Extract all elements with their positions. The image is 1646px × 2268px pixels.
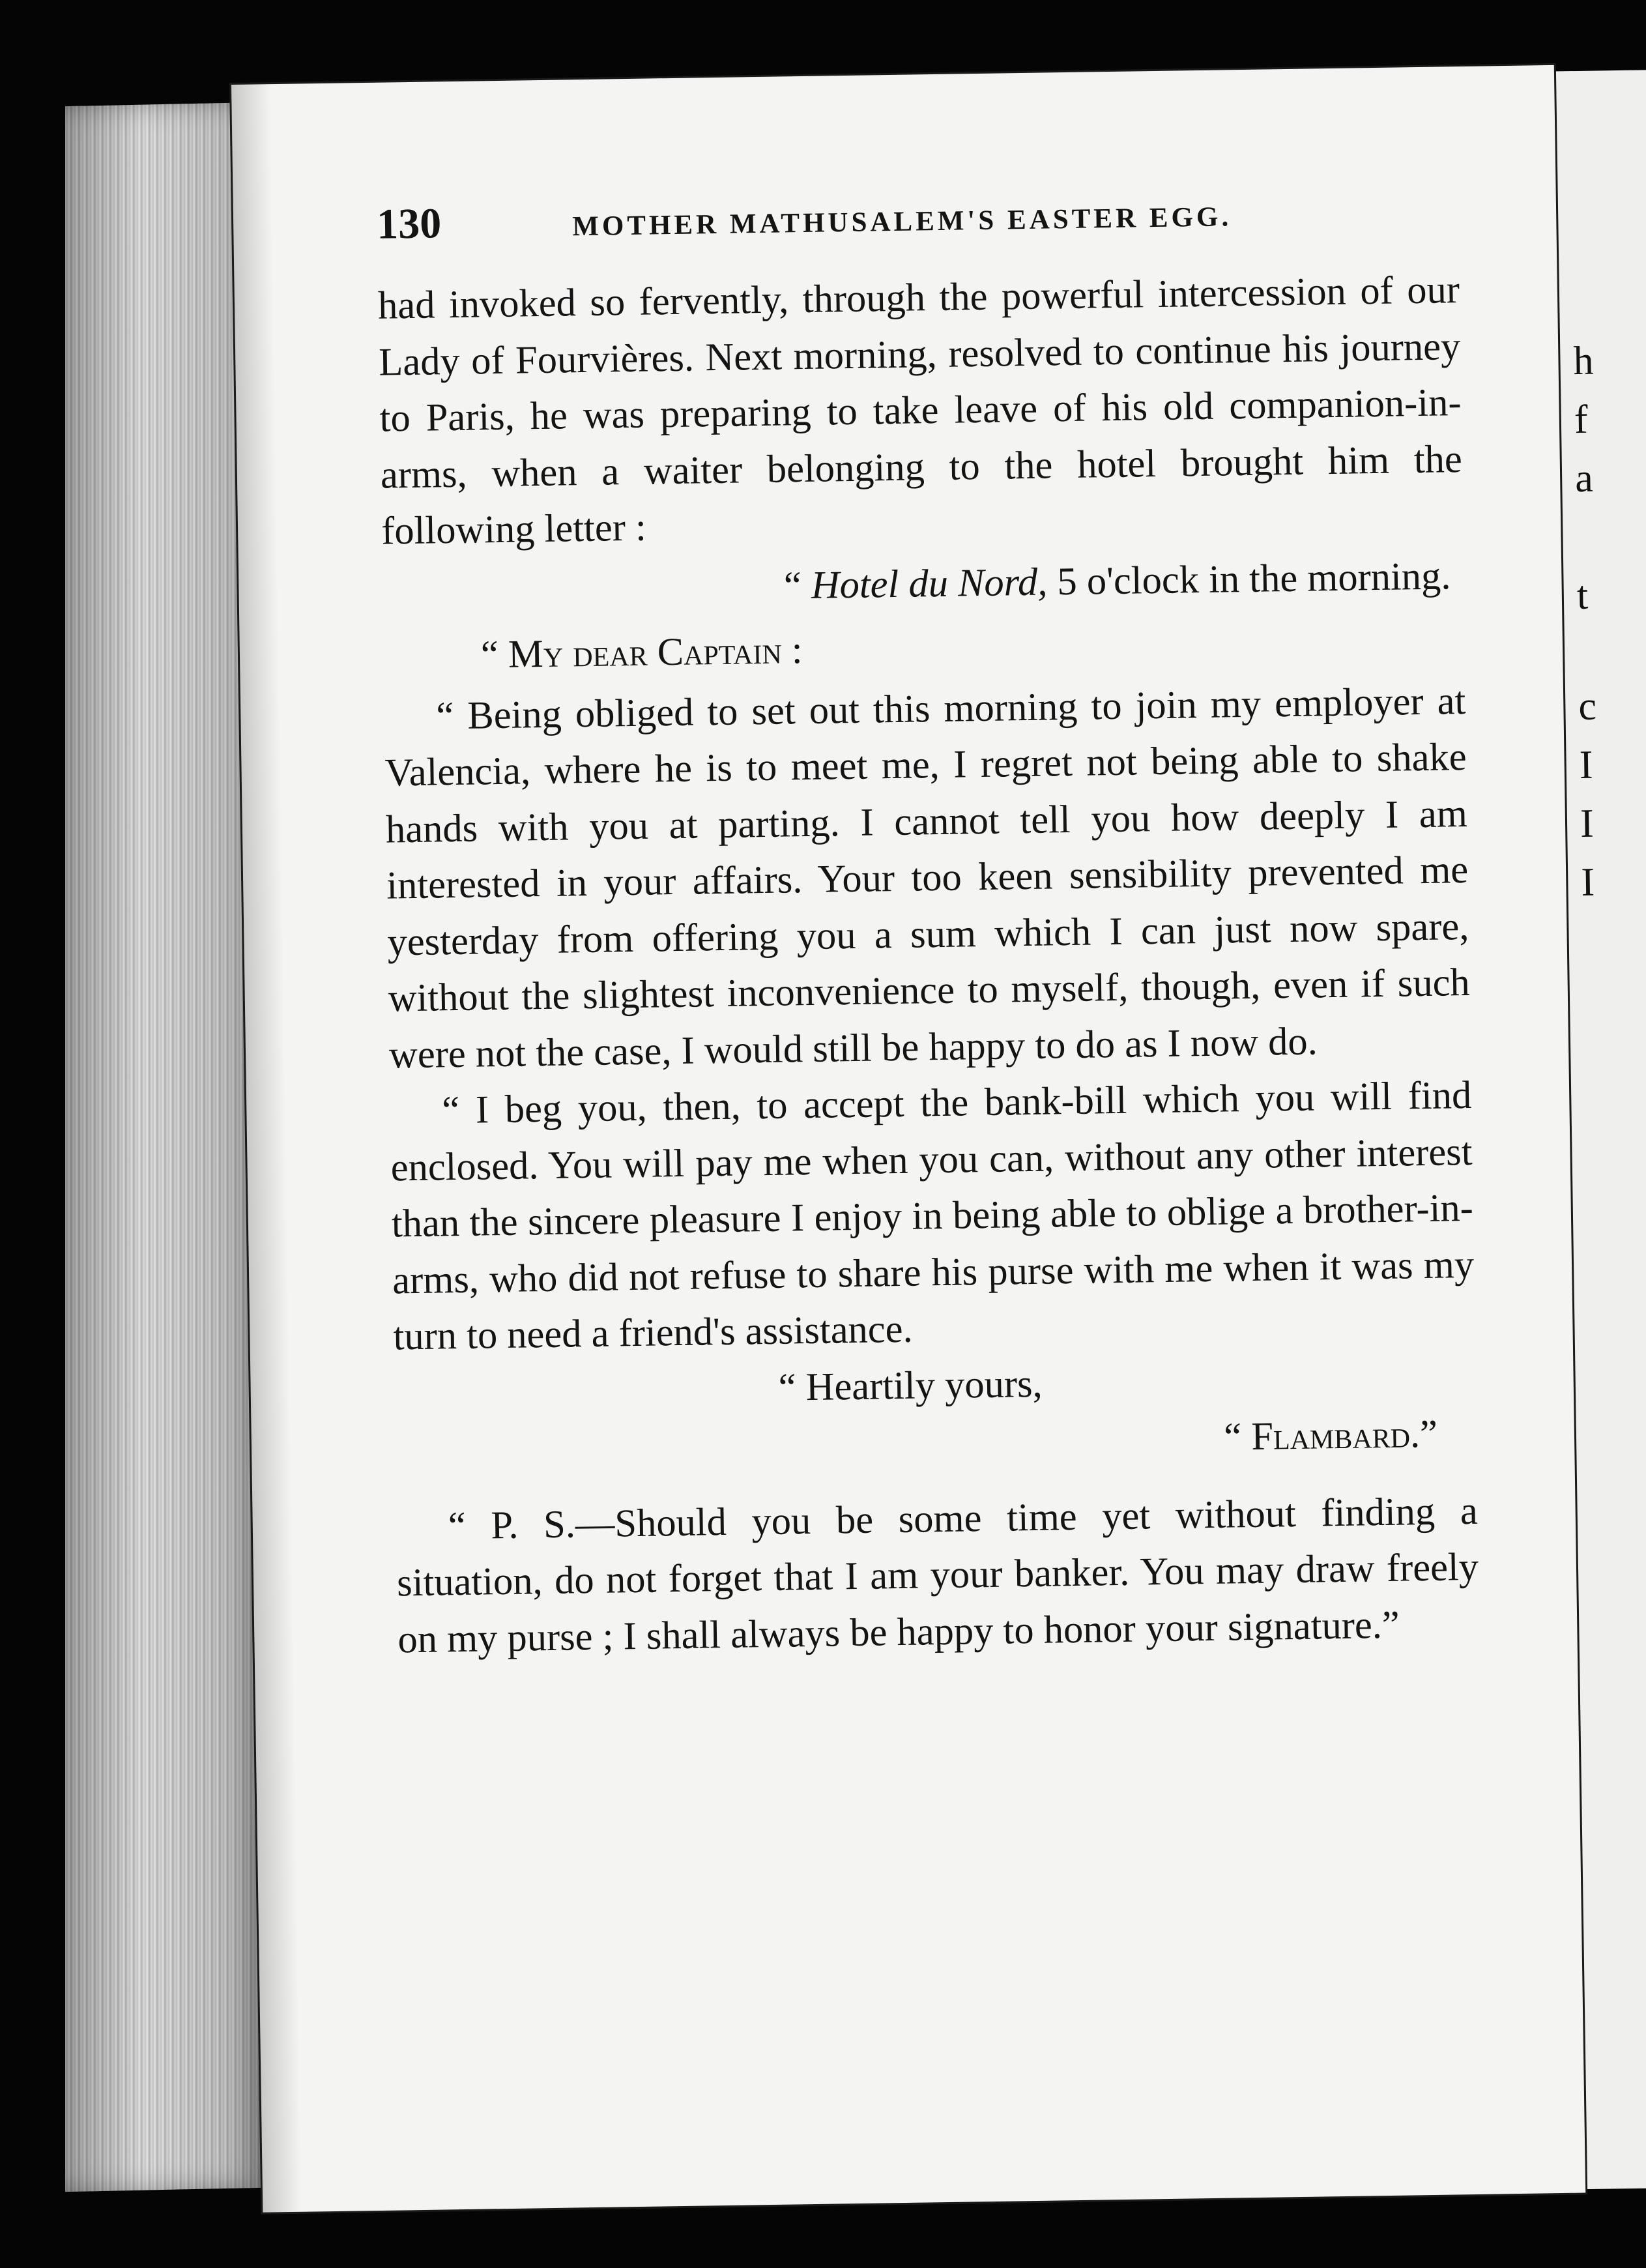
letter-postscript: “ P. S.—Should you be some time yet without finding a situation, do not forget that I am your banker. You may draw freely on my purse ; I shall always be happy to honor your signature.” xyxy=(396,1489,1479,1661)
letter-paragraph-1: “ Being obliged to set out this morning to join my employer at Valencia, where he is to meet me, I regret not being able to shake hands with you at parting. I cannot tell you how deeply I am interested in your affairs. Your too keen sensibility prevented me yesterday from offering you a sum which I can just now spare, without the slightest inconvenience to myself, though, even if such were not the case, I would still be happy to do as I now do. xyxy=(384,678,1471,1077)
facing-page-letter: I xyxy=(1579,742,1593,788)
letter-paragraph-2: “ I beg you, then, to accept the bank-bill which you will find enclosed. You will pay me when you can, without any other interest than the sincere pleasure I enjoy in being able to oblige a brother-in-arms, who did not refuse to share his purse with me when it was my turn to need a friend's assistance. xyxy=(390,1073,1475,1359)
dateline-quote: “ xyxy=(783,563,812,608)
dateline-time: 5 o'clock in the morning. xyxy=(1047,553,1451,604)
running-head-title: MOTHER MATHUSALEM'S EASTER EGG. xyxy=(571,201,1232,242)
facing-page-letter: t xyxy=(1576,573,1589,618)
page-text xyxy=(377,184,1480,1668)
facing-page-letter: I xyxy=(1580,801,1595,847)
facing-page-letter: I xyxy=(1580,860,1595,905)
letter-closing: “ Heartily yours, xyxy=(778,1361,1043,1410)
dateline-hotel-name: Hotel du Nord, xyxy=(811,560,1048,607)
facing-page-letter: f xyxy=(1574,397,1589,443)
book-page xyxy=(231,65,1585,2213)
paragraph-narrative: had invoked so fervently, through the powerful intercession of our Lady of Fourvières. Next morning, resolved to continue his journey to Paris, he was preparing to take leave of his old companion-in-arms, when a waiter belonging to the hotel brought him the following letter : xyxy=(377,268,1463,553)
running-head xyxy=(377,184,1459,259)
facing-page-letter: c xyxy=(1578,684,1597,729)
page-number: 130 xyxy=(376,199,442,248)
facing-page-letter: h xyxy=(1573,338,1595,384)
letter-salutation: “ My dear Captain : xyxy=(480,628,803,676)
letter-signature: “ Flambard.” xyxy=(1223,1412,1438,1459)
facing-page-letter: a xyxy=(1574,456,1594,501)
book-page-edges xyxy=(65,102,261,2192)
